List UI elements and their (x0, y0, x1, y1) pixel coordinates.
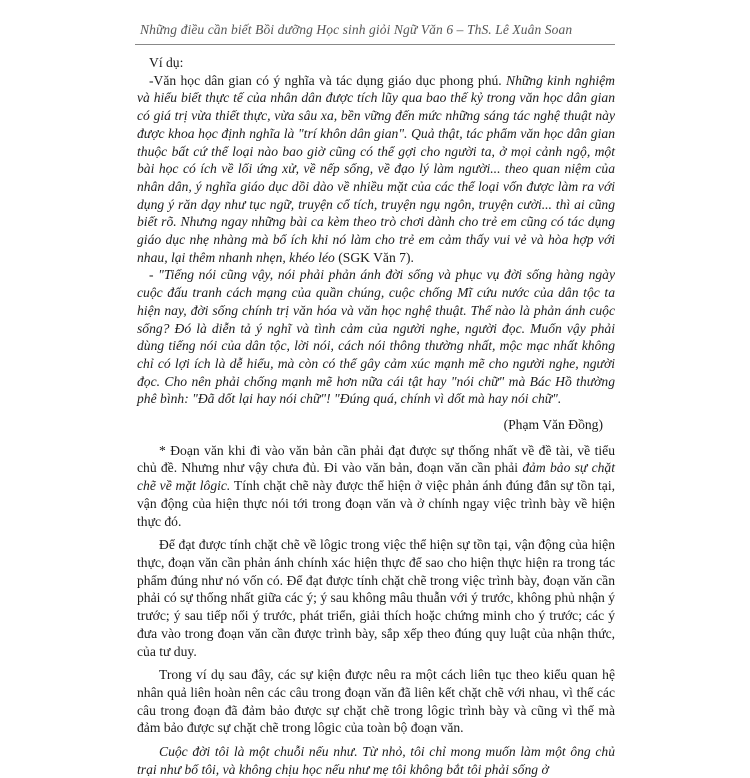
citation: (Phạm Văn Đồng) (503, 417, 603, 433)
paragraph-1 (137, 442, 615, 531)
paragraph-1-emphasis: đảm bảo sự chặt chẽ về mặt lôgic. (137, 460, 615, 494)
header-divider (135, 44, 615, 45)
example-1-quote: Những kinh nghiệm và hiểu biết thực tế của nhân dân được tích lũy qua bao thế kỷ trong văn học dân gian có giá trị vừa thiết thực, vừa sâu xa, bền vững đến mức những sáng tác nghệ thuật này được khoa học định nghĩa là "trí khôn dân gian". Quả thật, tác phẩm văn học dân gian thuộc bất cứ thể loại nào bao giờ cũng có thể gợi cho người ta, ở mọi cảnh ngộ, một bài học có ích về lối ứng xử, về nếp sống, về đạo lý làm người... theo quan niệm của nhân dân, ý nghĩa giáo dục dồi dào về nhiều mặt của các thể loại vốn được làm ra với dụng ý răn dạy như tục ngữ, truyện cổ tích, truyện ngụ ngôn, truyện cười... thì ai cũng biết rõ. Nhưng ngay những bài ca kèm theo trò chơi dành cho trẻ em cũng có tác dụng giáo dục nhẹ nhàng mà bổ ích khi nó làm cho trẻ em cảm thấy vui vẻ và hòa hợp với nhau, lại thêm nhanh nhẹn, khéo léo (137, 72, 615, 265)
running-header: Những điều cần biết Bồi dưỡng Học sinh giỏi Ngữ Văn 6 – ThS. Lê Xuân Soan (140, 22, 573, 37)
example-1-lead: -Văn học dân gian có ý nghĩa và tác dụng giáo dục phong phú. (149, 72, 507, 88)
example-1 (137, 72, 615, 267)
paragraph-2: Để đạt được tính chặt chẽ về lôgic trong việc thể hiện sự tồn tại, vận động của hiện thực, đoạn văn cần phản ánh chính xác hiện thực để sao cho hiện thực hiện ra trong tác phẩm đúng như nó vốn có. Để đạt được tính chặt chẽ trong việc trình bày, đoạn văn cần phải có sự thống nhất giữa các ý; ý sau không mâu thuẫn với ý trước, không phủ nhận ý trước; ý sau tiếp nối ý trước, phát triển, giải thích hoặc chứng minh cho ý trước; các ý đưa vào trong đoạn văn cần được trình bày, sắp xếp theo đúng quy luật của nhận thức, của tư duy. (137, 537, 615, 659)
paragraph-4-quote: Cuộc đời tôi là một chuỗi nếu như. Từ nhỏ, tôi chỉ mong muốn làm một ông chủ trại như bố tôi, và không chịu học nếu như mẹ tôi không bắt tôi phải sống ở (137, 744, 615, 777)
example-label: Ví dụ: (149, 55, 184, 70)
example-2-quote: "Tiếng nói cũng vậy, nói phải phản ánh đời sống và phục vụ đời sống hàng ngày cuộc đấu tranh cách mạng của quần chúng, cuộc chống Mĩ cứu nước của dân tộc ta hiện nay, đời sống chính trị văn hóa và văn học nghệ thuật. Thế nào là phản ánh cuộc sống? Đó là diễn tả ý nghĩ và tình cảm của người nghe, người đọc. Muốn vậy phải dùng tiếng nói của dân tộc, lời nói, cách nói thông thường nhất, mộc mạc nhất không chỉ có lợi ích là dễ hiểu, mà còn có thể gây cảm xúc mạnh mẽ cho người nghe, người đọc. Cho nên phải chống mạnh mẽ hơn nữa cái tật hay "nói chữ" mà Bác Hồ thường phê bình: "Đã dốt lại hay nói chữ"! "Đúng quá, chính vì dốt mà hay nói chữ". (137, 267, 615, 407)
example-1-source: (SGK Văn 7). (334, 249, 414, 265)
example-2 (137, 266, 615, 408)
paragraph-1-part-a: * Đoạn văn khi đi vào văn bản cần phải đạt được sự thống nhất về đề tài, về tiểu chủ đề. Nhưng như vậy chưa đủ. Đi vào văn bản, đoạn văn cần phải (137, 442, 615, 476)
paragraph-3: Trong ví dụ sau đây, các sự kiện được nêu ra một cách liên tục theo kiểu quan hệ nhân quả liên hoàn nên các câu trong đoạn văn đã liên kết chặt chẽ với nhau, vì thế các câu trong đoạn đã đảm bảo được sự chặt chẽ trong lôgic trình bày và cũng vì thế mà đảm bảo được sự chặt chẽ trong lôgic của toàn bộ đoạn văn. (137, 667, 615, 736)
paragraph-1-part-c: Tính chặt chẽ này được thể hiện ở việc phản ánh đúng đắn sự tồn tại, vận động của hiện thực nói tới trong đoạn văn và ở chính ngay việc trình bày về hiện thực đó. (137, 478, 615, 529)
page-content (137, 54, 615, 778)
paragraph-4 (137, 743, 615, 778)
example-2-lead: - (149, 267, 159, 283)
